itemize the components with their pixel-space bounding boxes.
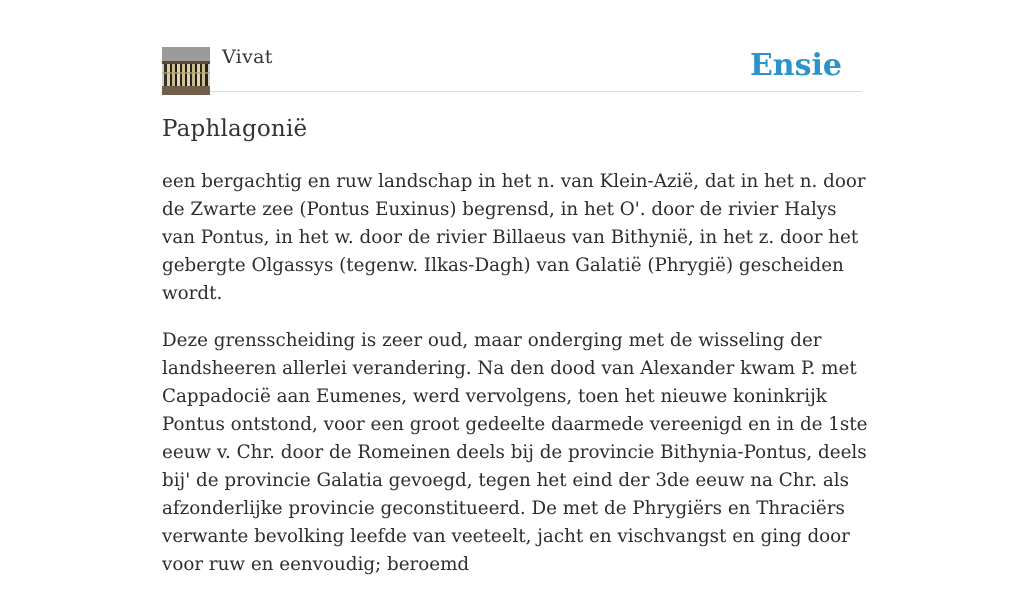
- page-title: Paphlagonië: [162, 116, 308, 142]
- book-spines-avatar-icon[interactable]: [162, 47, 210, 95]
- page-header: [162, 0, 862, 92]
- article-body: [162, 168, 874, 598]
- paragraph: Deze grensscheiding is zeer oud, maar onderging met de wisseling der landsheeren allerlei verandering. Na den dood van Alexander kwam P. met Cappadocië aan Eumenes, werd vervolgens, toen het nieuwe koninkrijk Pontus ontstond, voor een groot gedeelte daarmede vereenigd en in de 1ste eeuw v. Chr. door de Romeinen deels bij de provincie Bithynia-Pontus, deels bij' de provincie Galatia gevoegd, tegen het eind der 3de eeuw na Chr. als afzonderlijke provincie geconstitueerd. De met de Phrygiërs en Thraciërs verwante bevolking leefde van veeteelt, jacht en vischvangst en ging door voor ruw en eenvoudig; beroemd: [162, 330, 868, 575]
- paragraph: een bergachtig en ruw landschap in het n. van Klein-Azië, dat in het n. door de Zwarte zee (Pontus Euxinus) begrensd, in het O'. door de rivier Halys van Pontus, in het w. door de rivier Billaeus van Bithynië, in het z. door het gebergte Olgassys (tegenw. Ilkas-Dagh) van Galatië (Phrygië) gescheiden wordt.: [162, 171, 866, 304]
- brand-logo[interactable]: Ensie: [749, 48, 842, 83]
- article-page: [162, 0, 868, 575]
- author-name[interactable]: Vivat: [222, 46, 273, 68]
